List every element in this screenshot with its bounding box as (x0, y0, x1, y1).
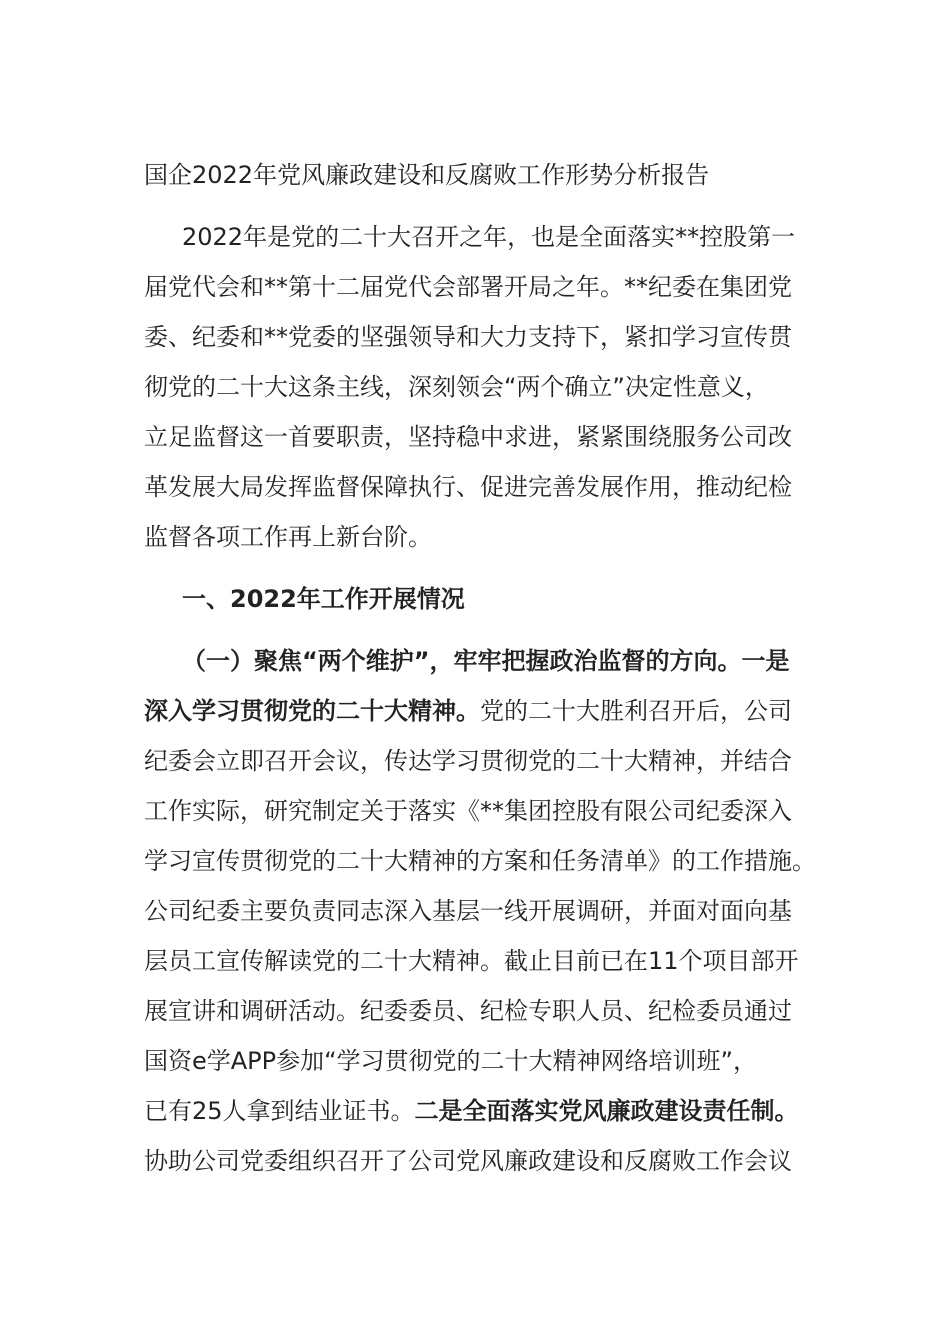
intro-line: 立足监督这一首要职责，坚持稳中求进，紧紧围绕服务公司改 (144, 423, 792, 451)
bold-lead: 二是全面落实党风廉政建设责任制。 (414, 1097, 799, 1125)
bold-lead: 深入学习贯彻党的二十大精神。 (144, 697, 480, 725)
intro-line: 彻党的二十大这条主线，深刻领会“两个确立”决定性意义， (144, 373, 769, 401)
body-line: 层员工宣传解读党的二十大精神。截止目前已在11个项目部开 (144, 947, 799, 975)
body-text: 党的二十大胜利召开后，公司 (480, 697, 792, 725)
document-page (144, 150, 816, 1186)
body-line: 工作实际，研究制定关于落实《**集团控股有限公司纪委深入 (144, 797, 792, 825)
intro-line: 届党代会和**第十二届党代会部署开局之年。**纪委在集团党 (144, 273, 792, 301)
document-title: 国企2022年党风廉政建设和反腐败工作形势分析报告 (144, 161, 710, 189)
body-line: 学习宣传贯彻党的二十大精神的方案和任务清单》的工作措施。 (144, 847, 816, 875)
section-heading: 一、2022年工作开展情况 (182, 585, 465, 613)
body-line: 公司纪委主要负责同志深入基层一线开展调研，并面对面向基 (144, 897, 792, 925)
subsection-heading-line: （一）聚焦“两个维护”，牢牢把握政治监督的方向。一是 (182, 647, 790, 675)
intro-line: 革发展大局发挥监督保障执行、促进完善发展作用，推动纪检 (144, 473, 792, 501)
body-line: 协助公司党委组织召开了公司党风廉政建设和反腐败工作会议 (144, 1147, 792, 1175)
subsection-1 (144, 636, 816, 1186)
body-line: 国资e学APP参加“学习贯彻党的二十大精神网络培训班”， (144, 1047, 757, 1075)
intro-line: 委、纪委和**党委的坚强领导和大力支持下，紧扣学习宣传贯 (144, 323, 792, 351)
intro-line: 监督各项工作再上新台阶。 (144, 523, 432, 551)
intro-line: 2022年是党的二十大召开之年，也是全面落实**控股第一 (182, 223, 796, 251)
intro-paragraph (144, 212, 808, 562)
body-line (144, 1086, 808, 1136)
body-line: 纪委会立即召开会议，传达学习贯彻党的二十大精神，并结合 (144, 747, 792, 775)
body-text: 已有25人拿到结业证书。 (144, 1097, 415, 1125)
body-line (144, 686, 808, 736)
body-line: 展宣讲和调研活动。纪委委员、纪检专职人员、纪检委员通过 (144, 997, 792, 1025)
